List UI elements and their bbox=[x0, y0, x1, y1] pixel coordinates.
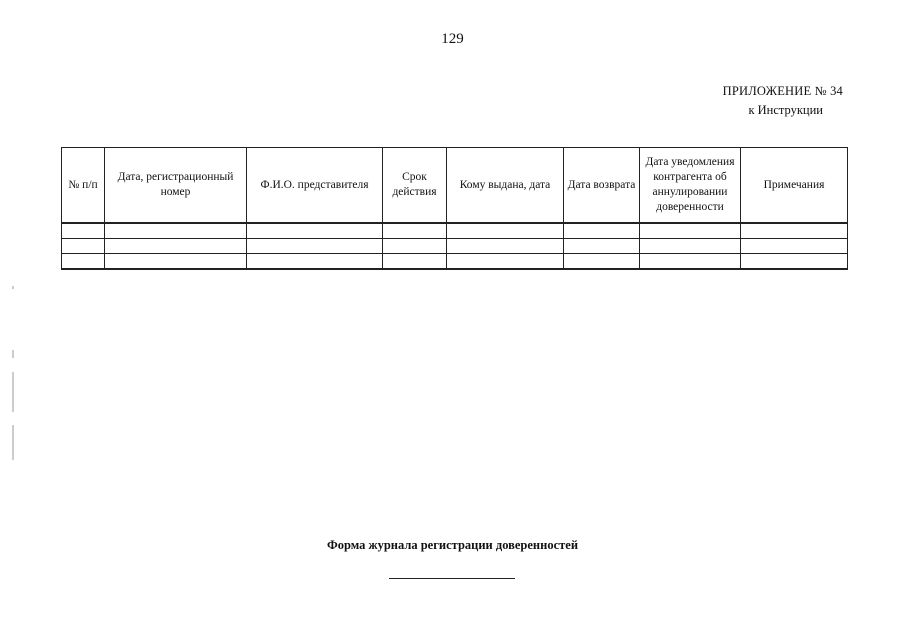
table-cell bbox=[383, 239, 447, 254]
table-cell bbox=[105, 223, 247, 239]
table-cell bbox=[105, 239, 247, 254]
scan-artifact bbox=[12, 350, 14, 358]
form-title: Форма журнала регистрации доверенностей bbox=[326, 538, 579, 552]
header-number: № п/п bbox=[62, 148, 105, 224]
table-cell bbox=[447, 239, 564, 254]
table-header-row bbox=[62, 148, 848, 224]
table-cell bbox=[383, 223, 447, 239]
table-cell bbox=[62, 254, 105, 270]
table-cell bbox=[383, 254, 447, 270]
appendix-title: ПРИЛОЖЕНИЕ № 34 bbox=[722, 84, 843, 98]
table-cell bbox=[564, 239, 640, 254]
table-cell bbox=[447, 254, 564, 270]
scan-artifact bbox=[12, 425, 14, 460]
header-date-reg-number: Дата, регистрационный номер bbox=[105, 148, 247, 224]
scan-artifact bbox=[12, 372, 14, 412]
table-cell bbox=[640, 254, 741, 270]
table-cell bbox=[741, 223, 848, 239]
signature-line bbox=[389, 578, 515, 579]
table-row bbox=[62, 223, 848, 239]
header-return-date: Дата возврата bbox=[564, 148, 640, 224]
header-notes: Примечания bbox=[741, 148, 848, 224]
table-cell bbox=[741, 239, 848, 254]
header-cancellation-notice-date: Дата уведомления контрагента об аннулировании доверенности bbox=[640, 148, 741, 224]
appendix-subtitle: к Инструкции bbox=[748, 103, 823, 117]
page-number: 129 bbox=[441, 31, 464, 47]
table-cell bbox=[564, 254, 640, 270]
table-cell bbox=[564, 223, 640, 239]
table-cell bbox=[640, 239, 741, 254]
table-row bbox=[62, 254, 848, 270]
table-cell bbox=[640, 223, 741, 239]
header-validity-period: Срок действия bbox=[383, 148, 447, 224]
table-cell bbox=[105, 254, 247, 270]
table-cell bbox=[247, 254, 383, 270]
table-cell bbox=[62, 239, 105, 254]
header-representative-name: Ф.И.О. представителя bbox=[247, 148, 383, 224]
scan-artifact bbox=[12, 286, 14, 289]
journal-table bbox=[61, 147, 848, 270]
table-cell bbox=[447, 223, 564, 239]
table-cell bbox=[741, 254, 848, 270]
table-cell bbox=[62, 223, 105, 239]
header-issued-to-date: Кому выдана, дата bbox=[447, 148, 564, 224]
table-cell bbox=[247, 239, 383, 254]
table-cell bbox=[247, 223, 383, 239]
table-row bbox=[62, 239, 848, 254]
appendix-block bbox=[723, 82, 843, 120]
